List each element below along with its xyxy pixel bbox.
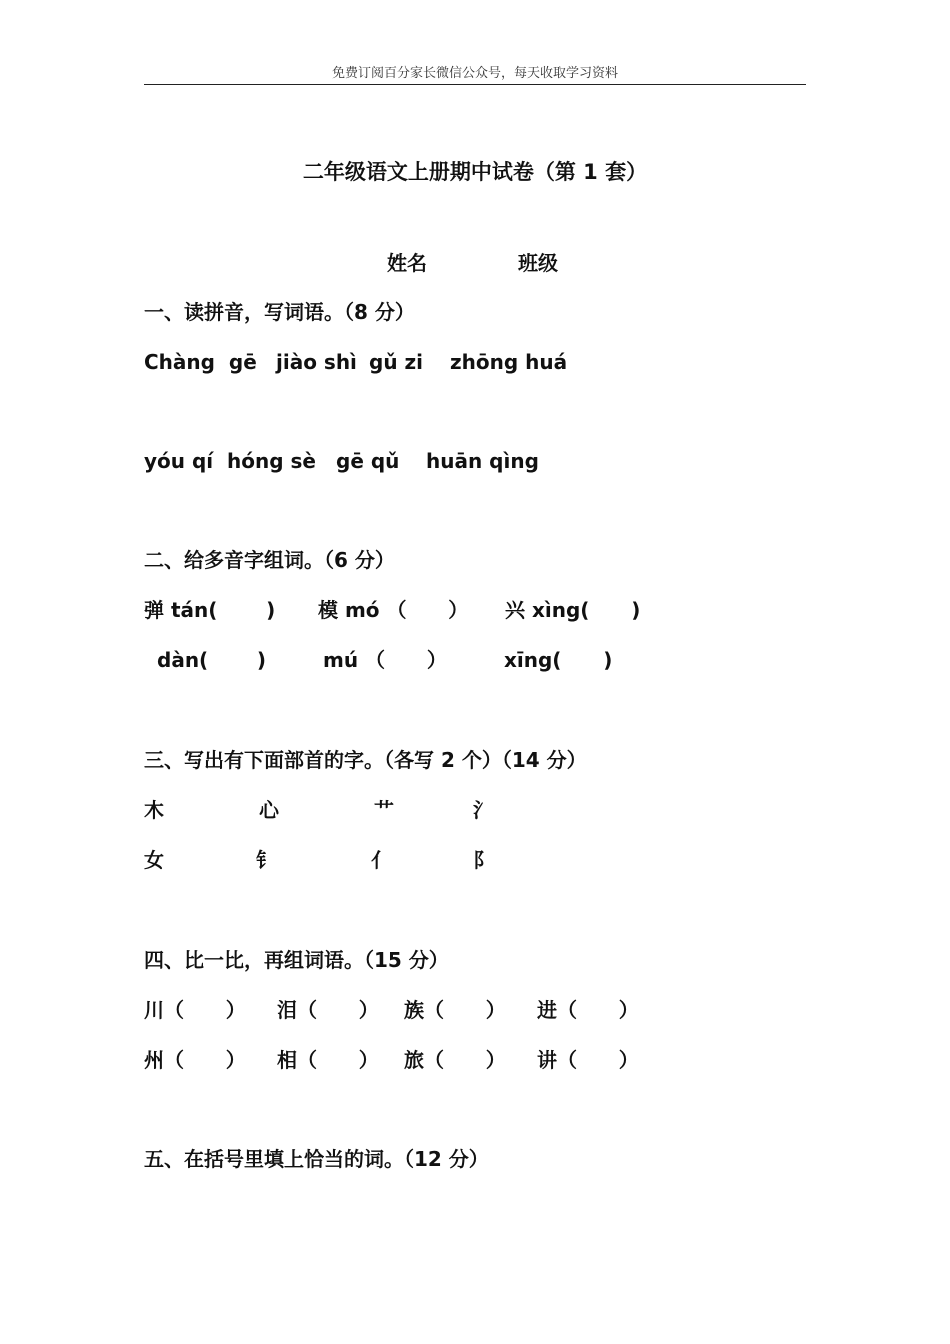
pinyin-item: gǔ zi bbox=[369, 350, 424, 374]
section-3-heading: 三、写出有下面部首的字。（各写 2 个）（14 分） bbox=[144, 748, 587, 772]
radical-item: 氵 bbox=[473, 798, 493, 822]
compare-item: 相（ ） bbox=[277, 1048, 379, 1072]
pinyin-item: huān qìng bbox=[426, 449, 539, 473]
page-title: 二年级语文上册期中试卷（第 1 套） bbox=[302, 160, 648, 184]
radical-item: 艹 bbox=[374, 798, 394, 822]
section-2-heading: 二、给多音字组词。（6 分） bbox=[144, 548, 395, 572]
compare-item: 旅（ ） bbox=[404, 1048, 506, 1072]
radical-item: 阝 bbox=[473, 848, 493, 872]
compare-item: 州（ ） bbox=[144, 1048, 246, 1072]
compare-item: 川（ ） bbox=[144, 998, 246, 1022]
radical-item: 心 bbox=[259, 798, 279, 822]
polyphone-item: 模 mó （ ） bbox=[318, 598, 469, 622]
class-label: 班级 bbox=[518, 251, 558, 275]
pinyin-item: hóng sè bbox=[227, 449, 316, 473]
pinyin-item: Chàng gē bbox=[144, 350, 257, 374]
pinyin-item: zhōng huá bbox=[450, 350, 568, 374]
section-4-heading: 四、比一比，再组词语。（15 分） bbox=[144, 948, 449, 972]
radical-item: 女 bbox=[144, 848, 164, 872]
pinyin-item: jiào shì bbox=[276, 350, 357, 374]
polyphone-item: dàn( ) bbox=[157, 648, 267, 672]
polyphone-item: 弹 tán( ) bbox=[144, 598, 276, 622]
polyphone-item: xīng( ) bbox=[504, 648, 613, 672]
radical-item: 亻 bbox=[371, 848, 391, 872]
name-label: 姓名 bbox=[387, 251, 427, 275]
polyphone-item: mú （ ） bbox=[323, 648, 447, 672]
pinyin-item: yóu qí bbox=[144, 449, 214, 473]
compare-item: 泪（ ） bbox=[277, 998, 379, 1022]
polyphone-item: 兴 xìng( ) bbox=[505, 598, 641, 622]
radical-item: 木 bbox=[144, 798, 164, 822]
compare-item: 讲（ ） bbox=[537, 1048, 639, 1072]
pinyin-item: gē qǔ bbox=[336, 449, 400, 473]
radical-item: 钅 bbox=[256, 848, 276, 872]
page-header: 免费订阅百分家长微信公众号，每天收取学习资料 bbox=[144, 64, 806, 85]
section-5-heading: 五、在括号里填上恰当的词。（12 分） bbox=[144, 1147, 489, 1171]
compare-item: 族（ ） bbox=[404, 998, 506, 1022]
section-1-heading: 一、读拼音，写词语。（8 分） bbox=[144, 300, 415, 324]
compare-item: 进（ ） bbox=[537, 998, 639, 1022]
